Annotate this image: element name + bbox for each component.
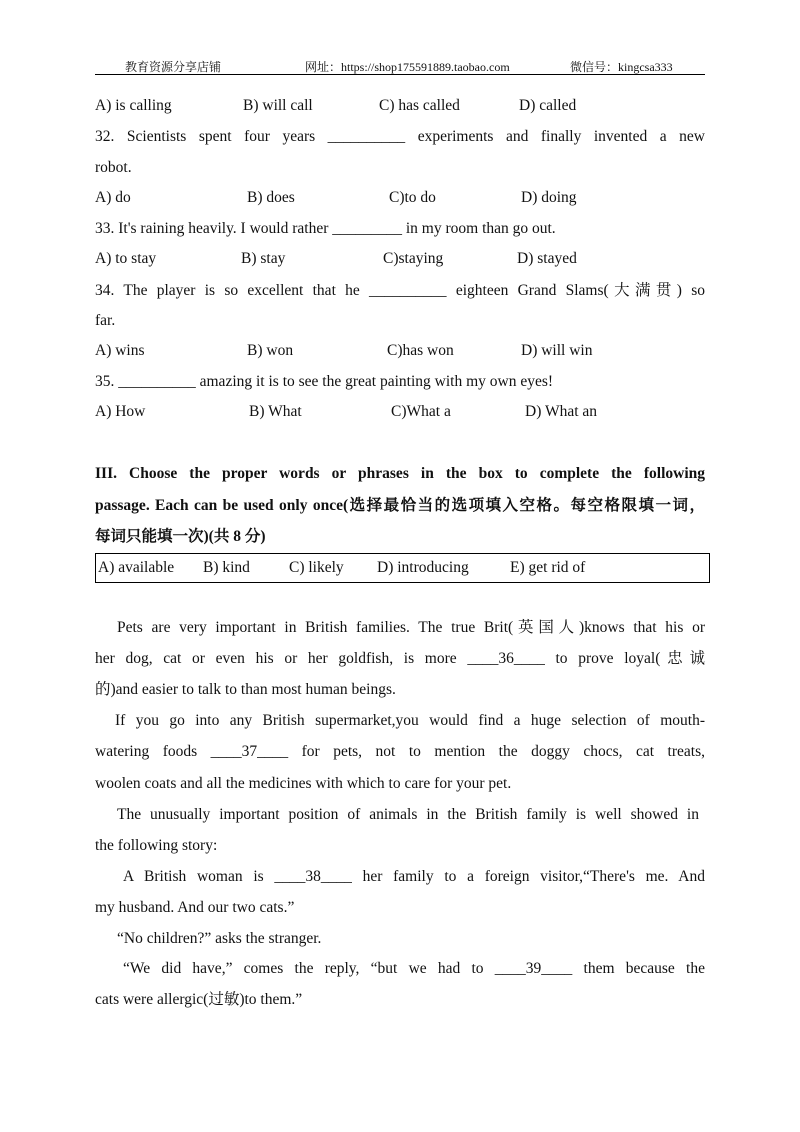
option: D) called [519,97,577,114]
passage-line: the following story: [95,837,218,854]
option: C)What a [391,403,451,420]
page-header [95,52,705,75]
passage-line: If you go into any British supermarket,you would find a huge selection of mouth- [115,712,705,729]
q32-text: 32. Scientists spent four years __________ experiments and finally invented a new [95,128,705,145]
option: B) stay [241,250,286,267]
section-heading-score: 每词只能填一次)(共 8 分) [95,528,266,545]
q34-text: 34. The player is so excellent that he __________ eighteen Grand Slams(大满贯) so [95,282,705,299]
option: A) wins [95,342,145,359]
word-option: E) get rid of [510,559,586,576]
option: A) How [95,403,146,420]
section-heading-cont: passage. Each can be used only once(选择最恰当的选项填入空格。每空格限填一词， [95,497,705,514]
word-option: D) introducing [377,559,469,576]
passage-line: cats were allergic(过敏)to them.” [95,991,303,1008]
option: D) stayed [517,250,577,267]
option: B) will call [243,97,313,114]
option: D) will win [521,342,593,359]
option: C)has won [387,342,454,359]
word-box [95,553,710,583]
option: C) has called [379,97,460,114]
header-url: 网址：https://shop175591889.taobao.com [305,60,510,74]
option: D) What an [525,403,598,420]
option: B) What [249,403,302,420]
q35-text: 35. __________ amazing it is to see the great painting with my own eyes! [95,373,554,390]
option: D) doing [521,189,577,206]
option: C)to do [389,189,436,206]
passage-line: 的)and easier to talk to than most human beings. [95,681,396,698]
passage-line: watering foods ____37____ for pets, not to mention the doggy chocs, cat treats, [95,743,705,760]
q34-text-cont: far. [95,312,116,329]
passage-line: The unusually important position of animals in the British family is well showed in [117,806,699,823]
option: A) to stay [95,250,157,267]
option: B) won [247,342,294,359]
option: C)staying [383,250,444,267]
option: A) is calling [95,97,172,114]
word-option: C) likely [289,559,344,576]
section-heading: III. Choose the proper words or phrases in the box to complete the following [95,465,705,482]
passage-line: woolen coats and all the medicines with which to care for your pet. [95,775,512,792]
option: A) do [95,189,131,206]
passage-line: “No children?” asks the stranger. [117,930,322,947]
passage-line: her dog, cat or even his or her goldfish, is more ____36____ to prove loyal(忠诚 [95,650,705,667]
word-option: A) available [98,559,175,576]
q33-text: 33. It's raining heavily. I would rather _________ in my room than go out. [95,220,556,237]
word-option: B) kind [203,559,250,576]
header-wechat: 微信号：kingcsa333 [570,60,673,74]
header-shop-name: 教育资源分享店铺 [125,60,222,74]
passage-line: A British woman is ____38____ her family to a foreign visitor,“There's me. And [123,868,705,885]
passage-line: “We did have,” comes the reply, “but we had to ____39____ them because the [123,960,705,977]
option: B) does [247,189,295,206]
passage-line: my husband. And our two cats.” [95,899,295,916]
q32-text-cont: robot. [95,159,132,176]
passage-line: Pets are very important in British families. The true Brit(英国人)knows that his or [117,619,705,636]
